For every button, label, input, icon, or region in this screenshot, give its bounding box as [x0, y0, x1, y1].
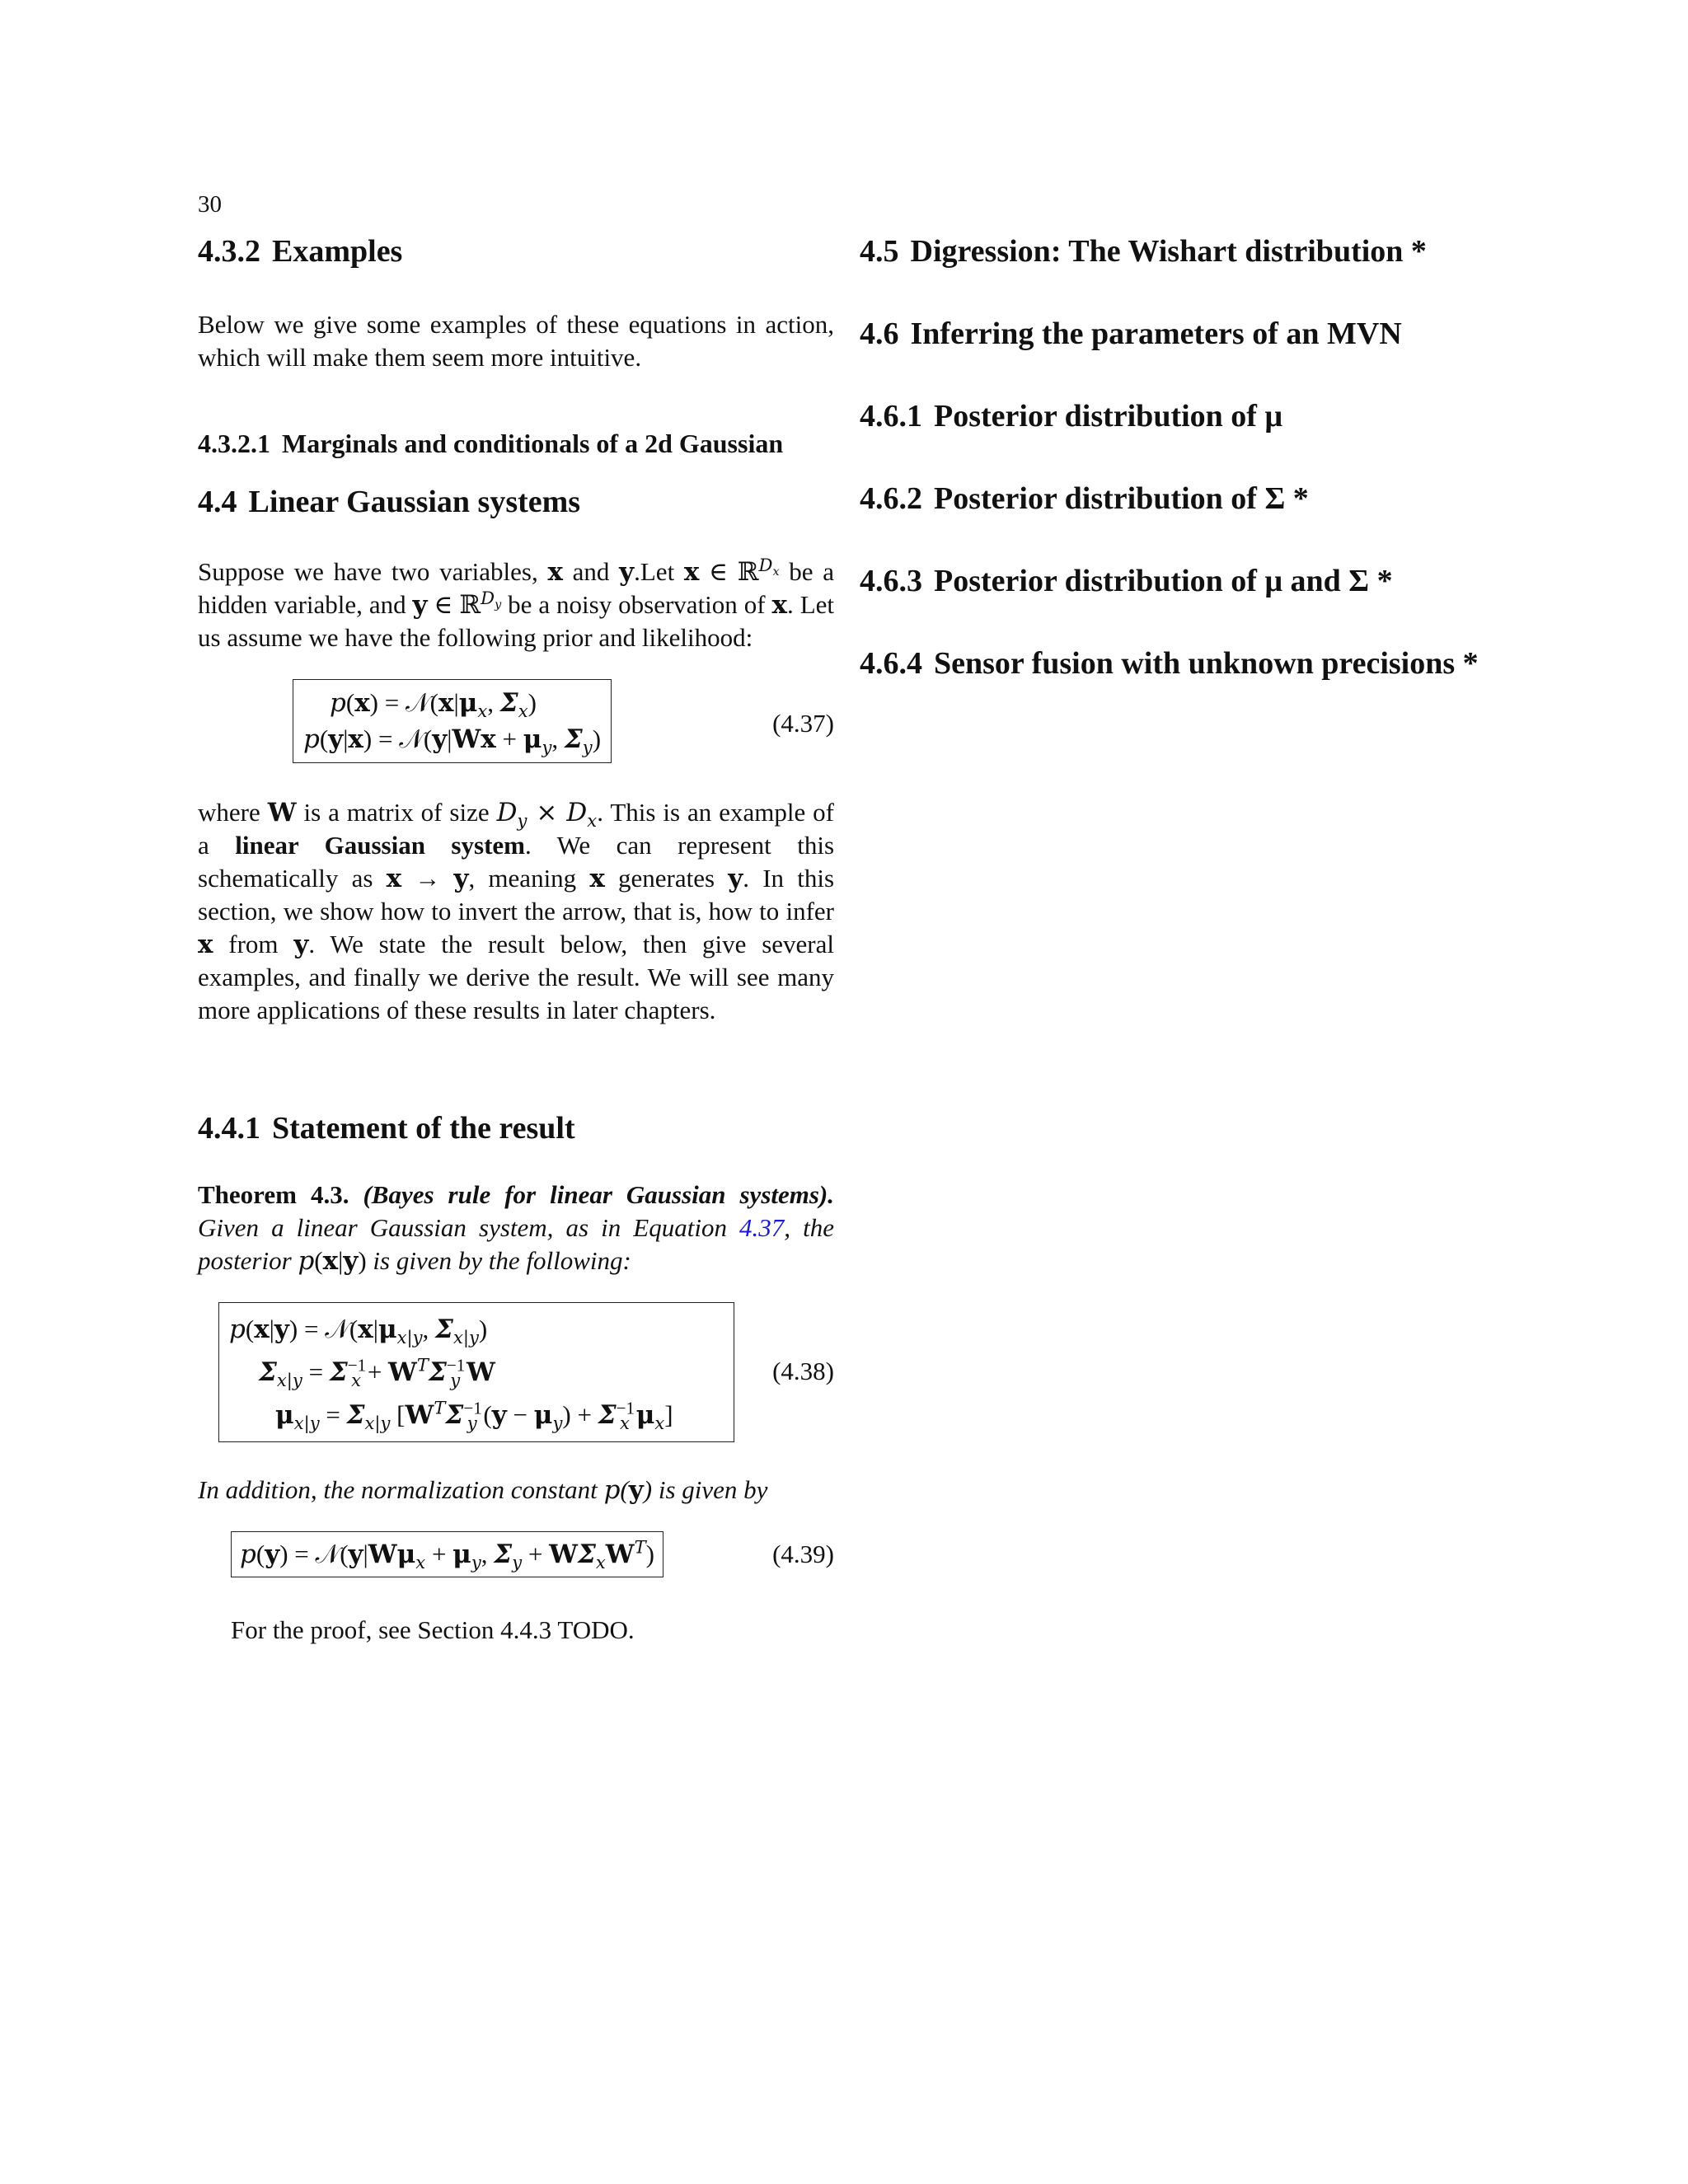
left-column	[198, 232, 834, 1647]
heading-4-6-4: 4.6.4 Sensor fusion with unknown precisions *	[860, 646, 1479, 681]
proof-note: For the proof, see Section 4.4.3 TODO.	[231, 1615, 635, 1644]
equation-ref-4-37[interactable]: 4.37	[739, 1213, 785, 1242]
equation-4-37-number: (4.37)	[772, 709, 834, 738]
equation-4-38-number: (4.38)	[772, 1357, 834, 1385]
equation-4-38-box: $p(x|y) = 𝒩(x|\mu_{x|y}$, $\Sigma_{x|y}$) $\Sigma_{x|y} = \Sigma^{-1}_x + W^T\Sigma^{-1}_y$ W $\mu_{x|y} = \Sigma_{x|y}$ [$W^T\Sigma^{-1}_y$ $(y - \mu_y) + \Sigma^{-1}_x$ $\mu_x$]	[218, 1302, 734, 1442]
page-number: 30	[198, 191, 222, 218]
equation-4-37	[198, 679, 834, 771]
lgs-intro-paragraph: Suppose we have two variables, x and y.Let x ∈ ℝ$^{D_x}$ be a hidden variable, and y ∈ ℝ$^{D_y}$ be a noisy observation of x. Let us assume we have the following prior and likelihood:	[198, 554, 835, 652]
equation-4-37-box: $p(x) = 𝒩(x|\mu_x$, $\Sigma_x$) p(y|x) = 𝒩(y|Wx + $\mu_y$, $\Sigma_y$)	[293, 679, 612, 763]
heading-4-6-1: 4.6.1 Posterior distribution of μ	[860, 399, 1282, 434]
heading-4-4: 4.4 Linear Gaussian systems	[198, 485, 581, 519]
equation-4-39-box: $p(y) = 𝒩(y|W\mu_x + \mu_y$, $\Sigma_y + W\Sigma_xW^T$)	[231, 1531, 663, 1577]
right-column	[860, 232, 1519, 727]
equation-4-39	[198, 1531, 834, 1581]
heading-4-3-2: 4.3.2 Examples	[198, 234, 403, 269]
theorem-4-3: Theorem 4.3. (Bayes rule for linear Gaussian systems). Given a linear Gaussian system, as in Equation 4.37, the posterior p(x|y) is given by the following:	[198, 1180, 835, 1276]
heading-4-6: 4.6 Inferring the parameters of an MVN	[860, 316, 1402, 351]
equation-4-38	[198, 1302, 834, 1449]
equation-4-39-number: (4.39)	[772, 1540, 834, 1568]
heading-4-4-1: 4.4.1 Statement of the result	[198, 1111, 575, 1146]
examples-intro-paragraph: Below we give some examples of these equations in action, which will make them seem more intuitive.	[198, 310, 834, 372]
lgs-description-paragraph: where W is a matrix of size $D_y \times D_x$. This is an example of a linear Gaussian system. We can represent this schematically as x → y, meaning x generates y. In this section, we show how to invert the arrow, that is, how to infer x from y. We state the result below, then give several examples, and finally we derive the result. We will see many more applications of these results in later chapters.	[198, 798, 835, 1024]
heading-4-6-3: 4.6.3 Posterior distribution of μ and Σ *	[860, 564, 1393, 598]
heading-4-3-2-1: 4.3.2.1 Marginals and conditionals of a 2d Gaussian	[198, 429, 784, 458]
heading-4-6-2: 4.6.2 Posterior distribution of Σ *	[860, 481, 1309, 516]
heading-4-5: 4.5 Digression: The Wishart distribution *	[860, 234, 1427, 269]
normalization-constant-paragraph: In addition, the normalization constant p(y) is given by	[198, 1475, 768, 1505]
